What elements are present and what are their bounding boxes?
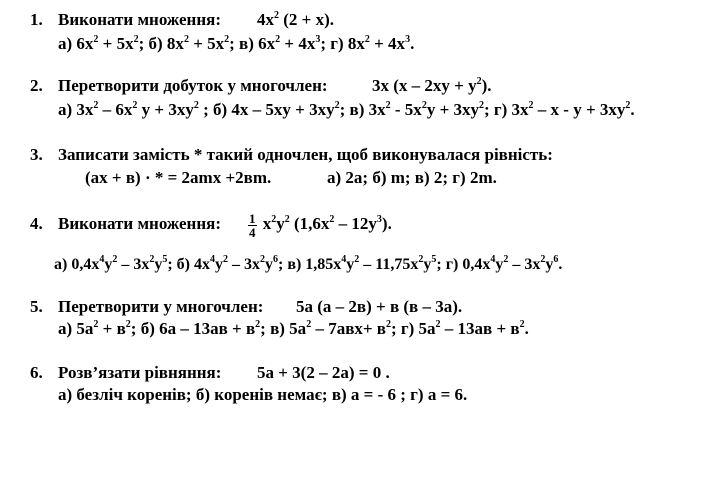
- task-5-heading: [30, 297, 263, 317]
- task-4-expression: $\frac{1}{4}$ $x^2y^2$ $(1,6x^2 - 12y^3)$.: [249, 210, 392, 240]
- task-2-expression: 3x $(x - 2xy + y^2)$.: [372, 76, 492, 95]
- task-1-heading: [30, 10, 221, 30]
- task-2-answers: а) $3x^2 - 6x^2$ $y + 3xy^2$ ; б) $4x - 5xy + 3xy^2$; в) $3x^2 - 5x^2y + 3xy^2$; г) $3x^2 - x - y + 3xy^2$.: [58, 100, 635, 119]
- task-4-answers: а) $0,4x^4y^2 - 3x^2y^5$; б) $4x^4y^2 - 3x^2y^6$; в) $1,85x^4y^2 - 11,75x^2y^5$; г) $0,4x^4y^2 - 3x^2y^6$.: [54, 254, 563, 273]
- task-4-heading: [30, 214, 221, 234]
- task-title: Виконати множення:: [58, 214, 222, 233]
- fraction: $\frac{1}{4}$: [249, 210, 256, 240]
- task-number: 4.: [30, 214, 43, 233]
- task-number: 2.: [30, 76, 43, 95]
- task-number: 1.: [30, 10, 43, 29]
- task-6-answers: а) безліч коренів; б) коренів немає; в) а = - 6 ; г) а = 6.: [58, 385, 468, 404]
- task-2-heading: [30, 76, 328, 96]
- task-3-heading: [30, 145, 553, 165]
- task-5-answers: а) $5а^2 + в^2$; б) $6а - 13ав + в^2$; в) $5а^2 - 7авх+ в^2$; г) $5а^2 - 13ав + в^2$.: [58, 319, 529, 338]
- task-3-expression: (ах + в) · * = 2аmх +2вm.: [85, 168, 272, 187]
- task-6-heading: [30, 363, 221, 383]
- task-6-expression: 5а + 3(2 – 2а) = 0 .: [257, 363, 390, 382]
- task-title: Розв’язати рівняння:: [58, 363, 222, 382]
- task-1-answers: а) $6x^2 + 5x^2$; б) $8x^2 + 5x^2$; в) $6x^2 + 4x^3$; г) $8x^2 + 4x^3$.: [58, 34, 415, 53]
- task-number: 6.: [30, 363, 43, 382]
- task-3-answers: а) 2а; б) m; в) 2; г) 2m.: [327, 168, 497, 187]
- task-title: Перетворити у многочлен:: [58, 297, 264, 316]
- task-5-expression: 5а (а – 2в) + в (в – 3а).: [296, 297, 463, 316]
- task-title: Записати замість * такий одночлен, щоб виконувалася рівність:: [58, 145, 553, 164]
- task-1-expression: $4x^2$ (2 + x).: [257, 10, 335, 29]
- task-title: Виконати множення:: [58, 10, 222, 29]
- task-title: Перетворити добуток у многочлен:: [58, 76, 328, 95]
- task-number: 3.: [30, 145, 43, 164]
- task-number: 5.: [30, 297, 43, 316]
